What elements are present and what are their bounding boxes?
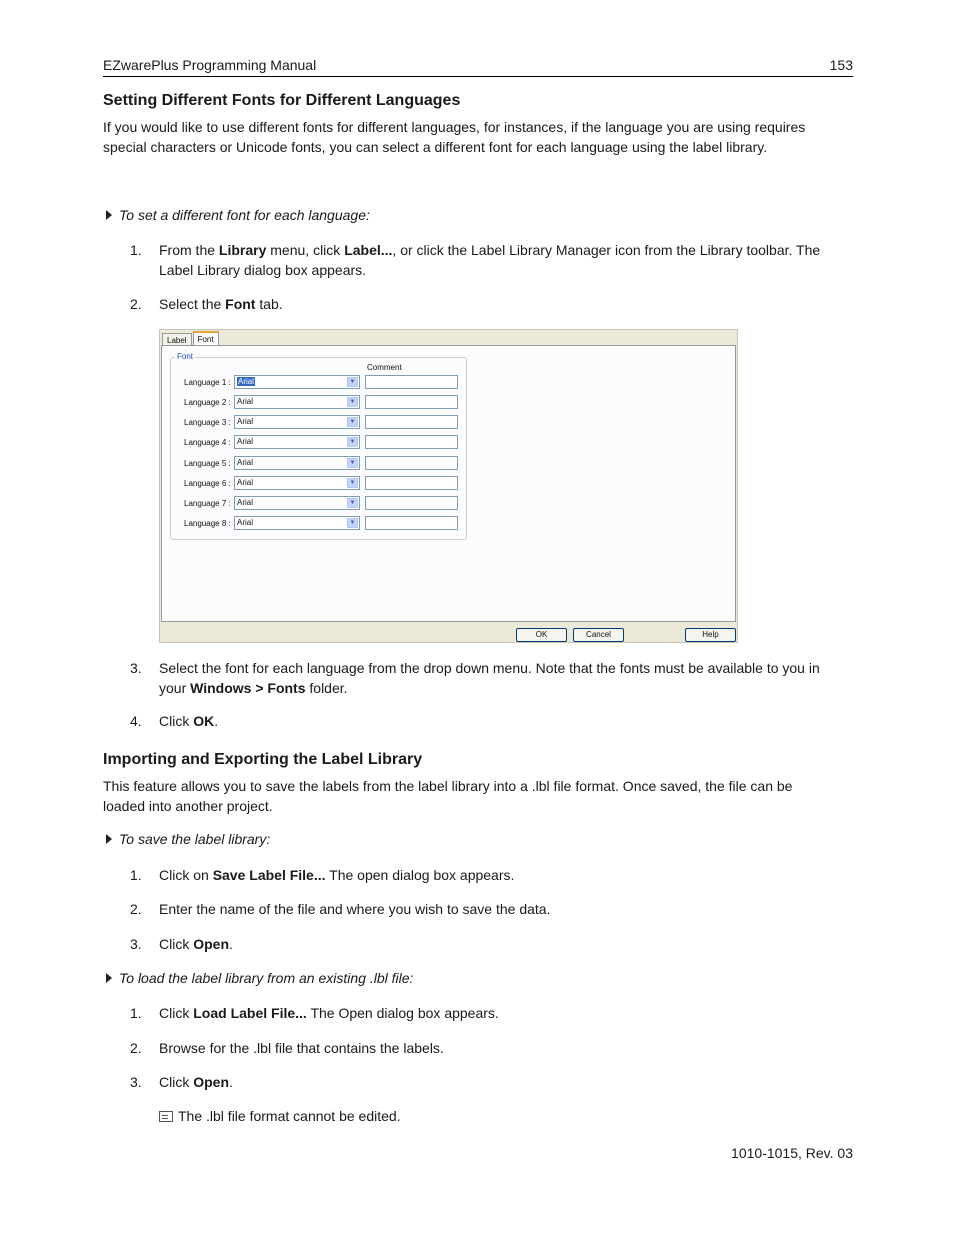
step-item [130, 295, 850, 315]
chevron-down-icon[interactable]: ▼ [347, 437, 358, 447]
bold-run: Library [218, 242, 267, 258]
font-tab-panel [161, 345, 736, 622]
step-number: 1. [130, 867, 142, 883]
step-text [159, 295, 849, 315]
section-intro-fonts [103, 118, 853, 157]
selected-font: Arial [237, 437, 254, 446]
step-text [159, 935, 849, 955]
section-heading-import-export: Importing and Exporting the Label Library [103, 751, 423, 768]
arrow-right-icon [106, 210, 112, 220]
comment-input[interactable] [365, 476, 458, 490]
step-item [130, 241, 850, 281]
procedure-text: To save the label library: [119, 831, 271, 847]
step-text [159, 1073, 849, 1093]
language-label: Language 7 : [184, 499, 231, 508]
note [159, 1108, 401, 1124]
language-font-select[interactable] [234, 435, 360, 449]
step-text [159, 900, 849, 920]
section-heading-fonts: Setting Different Fonts for Different Languages [103, 92, 461, 109]
selected-font: Arial [237, 458, 254, 467]
font-group-label: Font [177, 352, 194, 361]
text-run: Browse for the .lbl file that contains the labels. [159, 1040, 444, 1056]
language-font-select[interactable] [234, 456, 360, 470]
tab-font[interactable]: Font [193, 331, 219, 346]
text-run: The open dialog box appears. [325, 867, 515, 883]
text-run: , or click the Label Library Manager icon from the Library toolbar. The [392, 242, 821, 258]
intro-line: loaded into another project. [103, 797, 273, 814]
arrow-right-icon [106, 834, 112, 844]
page-number: 153 [829, 57, 853, 73]
note-text: The .lbl file format cannot be edited. [178, 1108, 401, 1124]
step-text [159, 659, 849, 698]
step-number: 1. [130, 242, 142, 258]
comment-input[interactable] [365, 415, 458, 429]
text-run: tab. [255, 296, 283, 312]
step-item [130, 659, 850, 699]
step-number: 2. [130, 1040, 142, 1056]
step-number: 3. [130, 660, 142, 676]
text-run: Click [159, 1074, 194, 1090]
comment-input[interactable] [365, 375, 458, 389]
step-item [130, 935, 850, 955]
label-library-dialog-screenshot [159, 329, 738, 643]
arrow-right-icon [106, 973, 112, 983]
comment-input[interactable] [365, 456, 458, 470]
intro-line: This feature allows you to save the labels from the label library into a .lbl file format. Once saved, the file can be [103, 778, 793, 794]
text-run: Select the font for each language from the drop down menu. Note that the fonts must be available to you in [159, 660, 820, 676]
language-label: Language 1 : [184, 378, 231, 387]
selected-font: Arial [237, 478, 254, 487]
text-run: Select the [159, 296, 226, 312]
step-text [159, 241, 849, 280]
step-item [130, 1039, 850, 1059]
selected-font: Arial [237, 397, 254, 406]
bold-run: Load Label File... [193, 1005, 307, 1021]
text-run: Click [159, 936, 194, 952]
ok-button[interactable]: OK [516, 628, 567, 642]
text-run: The Open dialog box appears. [306, 1005, 499, 1021]
intro-line: If you would like to use different fonts for different languages, for instances, if the language you are using requires [103, 119, 806, 135]
language-label: Language 3 : [184, 418, 231, 427]
step-item [130, 900, 850, 920]
language-font-select[interactable] [234, 476, 360, 490]
procedure-heading [106, 207, 370, 223]
procedure-heading [106, 831, 270, 847]
procedure-text: To set a different font for each language: [119, 207, 370, 223]
bold-run: Font [225, 296, 256, 312]
step-item [130, 1073, 850, 1093]
language-label: Language 8 : [184, 519, 231, 528]
header-rule [103, 76, 853, 77]
step-number: 2. [130, 901, 142, 917]
comment-input[interactable] [365, 496, 458, 510]
bold-run: Open [193, 1074, 230, 1090]
step-number: 1. [130, 1005, 142, 1021]
step-number: 4. [130, 713, 142, 729]
step-text [159, 1039, 849, 1059]
comment-input[interactable] [365, 395, 458, 409]
step-text [159, 1004, 849, 1024]
language-font-select[interactable] [234, 375, 360, 389]
chevron-down-icon[interactable]: ▼ [347, 458, 358, 468]
language-font-select[interactable] [234, 496, 360, 510]
section-intro-import-export [103, 777, 853, 816]
text-run: Label Library dialog box appears. [159, 261, 367, 278]
dialog-tabs [162, 331, 220, 346]
note-icon [159, 1111, 173, 1122]
chevron-down-icon[interactable]: ▼ [347, 377, 358, 387]
chevron-down-icon[interactable]: ▼ [347, 478, 358, 488]
comment-column-header: Comment [367, 363, 402, 372]
text-run: Click [159, 713, 194, 729]
text-run: . [229, 1074, 233, 1090]
text-run: Click on [159, 867, 213, 883]
chevron-down-icon[interactable]: ▼ [347, 518, 358, 528]
step-item [130, 1004, 850, 1024]
text-run: . [229, 936, 233, 952]
language-label: Language 2 : [184, 398, 231, 407]
text-run: menu, click [266, 242, 345, 258]
chevron-down-icon[interactable]: ▼ [347, 498, 358, 508]
bold-run: Windows > Fonts [190, 679, 306, 696]
language-label: Language 6 : [184, 479, 231, 488]
bold-run: OK [193, 713, 215, 729]
step-item [130, 712, 850, 732]
language-font-select[interactable] [234, 415, 360, 429]
text-run: From the [159, 242, 219, 258]
step-text [159, 866, 849, 886]
step-number: 3. [130, 936, 142, 952]
language-font-select[interactable] [234, 516, 360, 530]
step-text [159, 712, 849, 732]
text-run: . [214, 713, 219, 729]
selected-font: Arial [238, 377, 255, 386]
document-revision: 1010-1015, Rev. 03 [731, 1145, 853, 1161]
step-number: 3. [130, 1074, 142, 1090]
bold-run: Open [193, 936, 230, 952]
running-header-title: EZwarePlus Programming Manual [103, 57, 317, 73]
chevron-down-icon[interactable]: ▼ [347, 417, 358, 427]
procedure-text: To load the label library from an existing .lbl file: [119, 970, 414, 986]
bold-run: Save Label File... [212, 867, 326, 883]
text-run: Click [159, 1005, 194, 1021]
language-label: Language 4 : [184, 438, 231, 447]
language-label: Language 5 : [184, 459, 231, 468]
selected-font: Arial [237, 498, 254, 507]
selected-font: Arial [237, 518, 254, 527]
text-run: Enter the name of the file and where you wish to save the data. [159, 901, 551, 917]
step-item [130, 866, 850, 886]
language-font-select[interactable] [234, 395, 360, 409]
comment-input[interactable] [365, 516, 458, 530]
bold-run: Label... [344, 242, 393, 258]
text-run: folder. [305, 679, 348, 696]
comment-input[interactable] [365, 435, 458, 449]
intro-line: special characters or Unicode fonts, you can select a different font for each language using the label library. [103, 138, 768, 155]
selected-font: Arial [237, 417, 254, 426]
tab-label[interactable]: Label [162, 333, 192, 346]
procedure-heading [106, 970, 413, 986]
help-button[interactable]: Help [685, 628, 736, 642]
step-number: 2. [130, 296, 142, 312]
chevron-down-icon[interactable]: ▼ [347, 397, 358, 407]
text-run: your [159, 679, 191, 696]
cancel-button[interactable]: Cancel [573, 628, 624, 642]
